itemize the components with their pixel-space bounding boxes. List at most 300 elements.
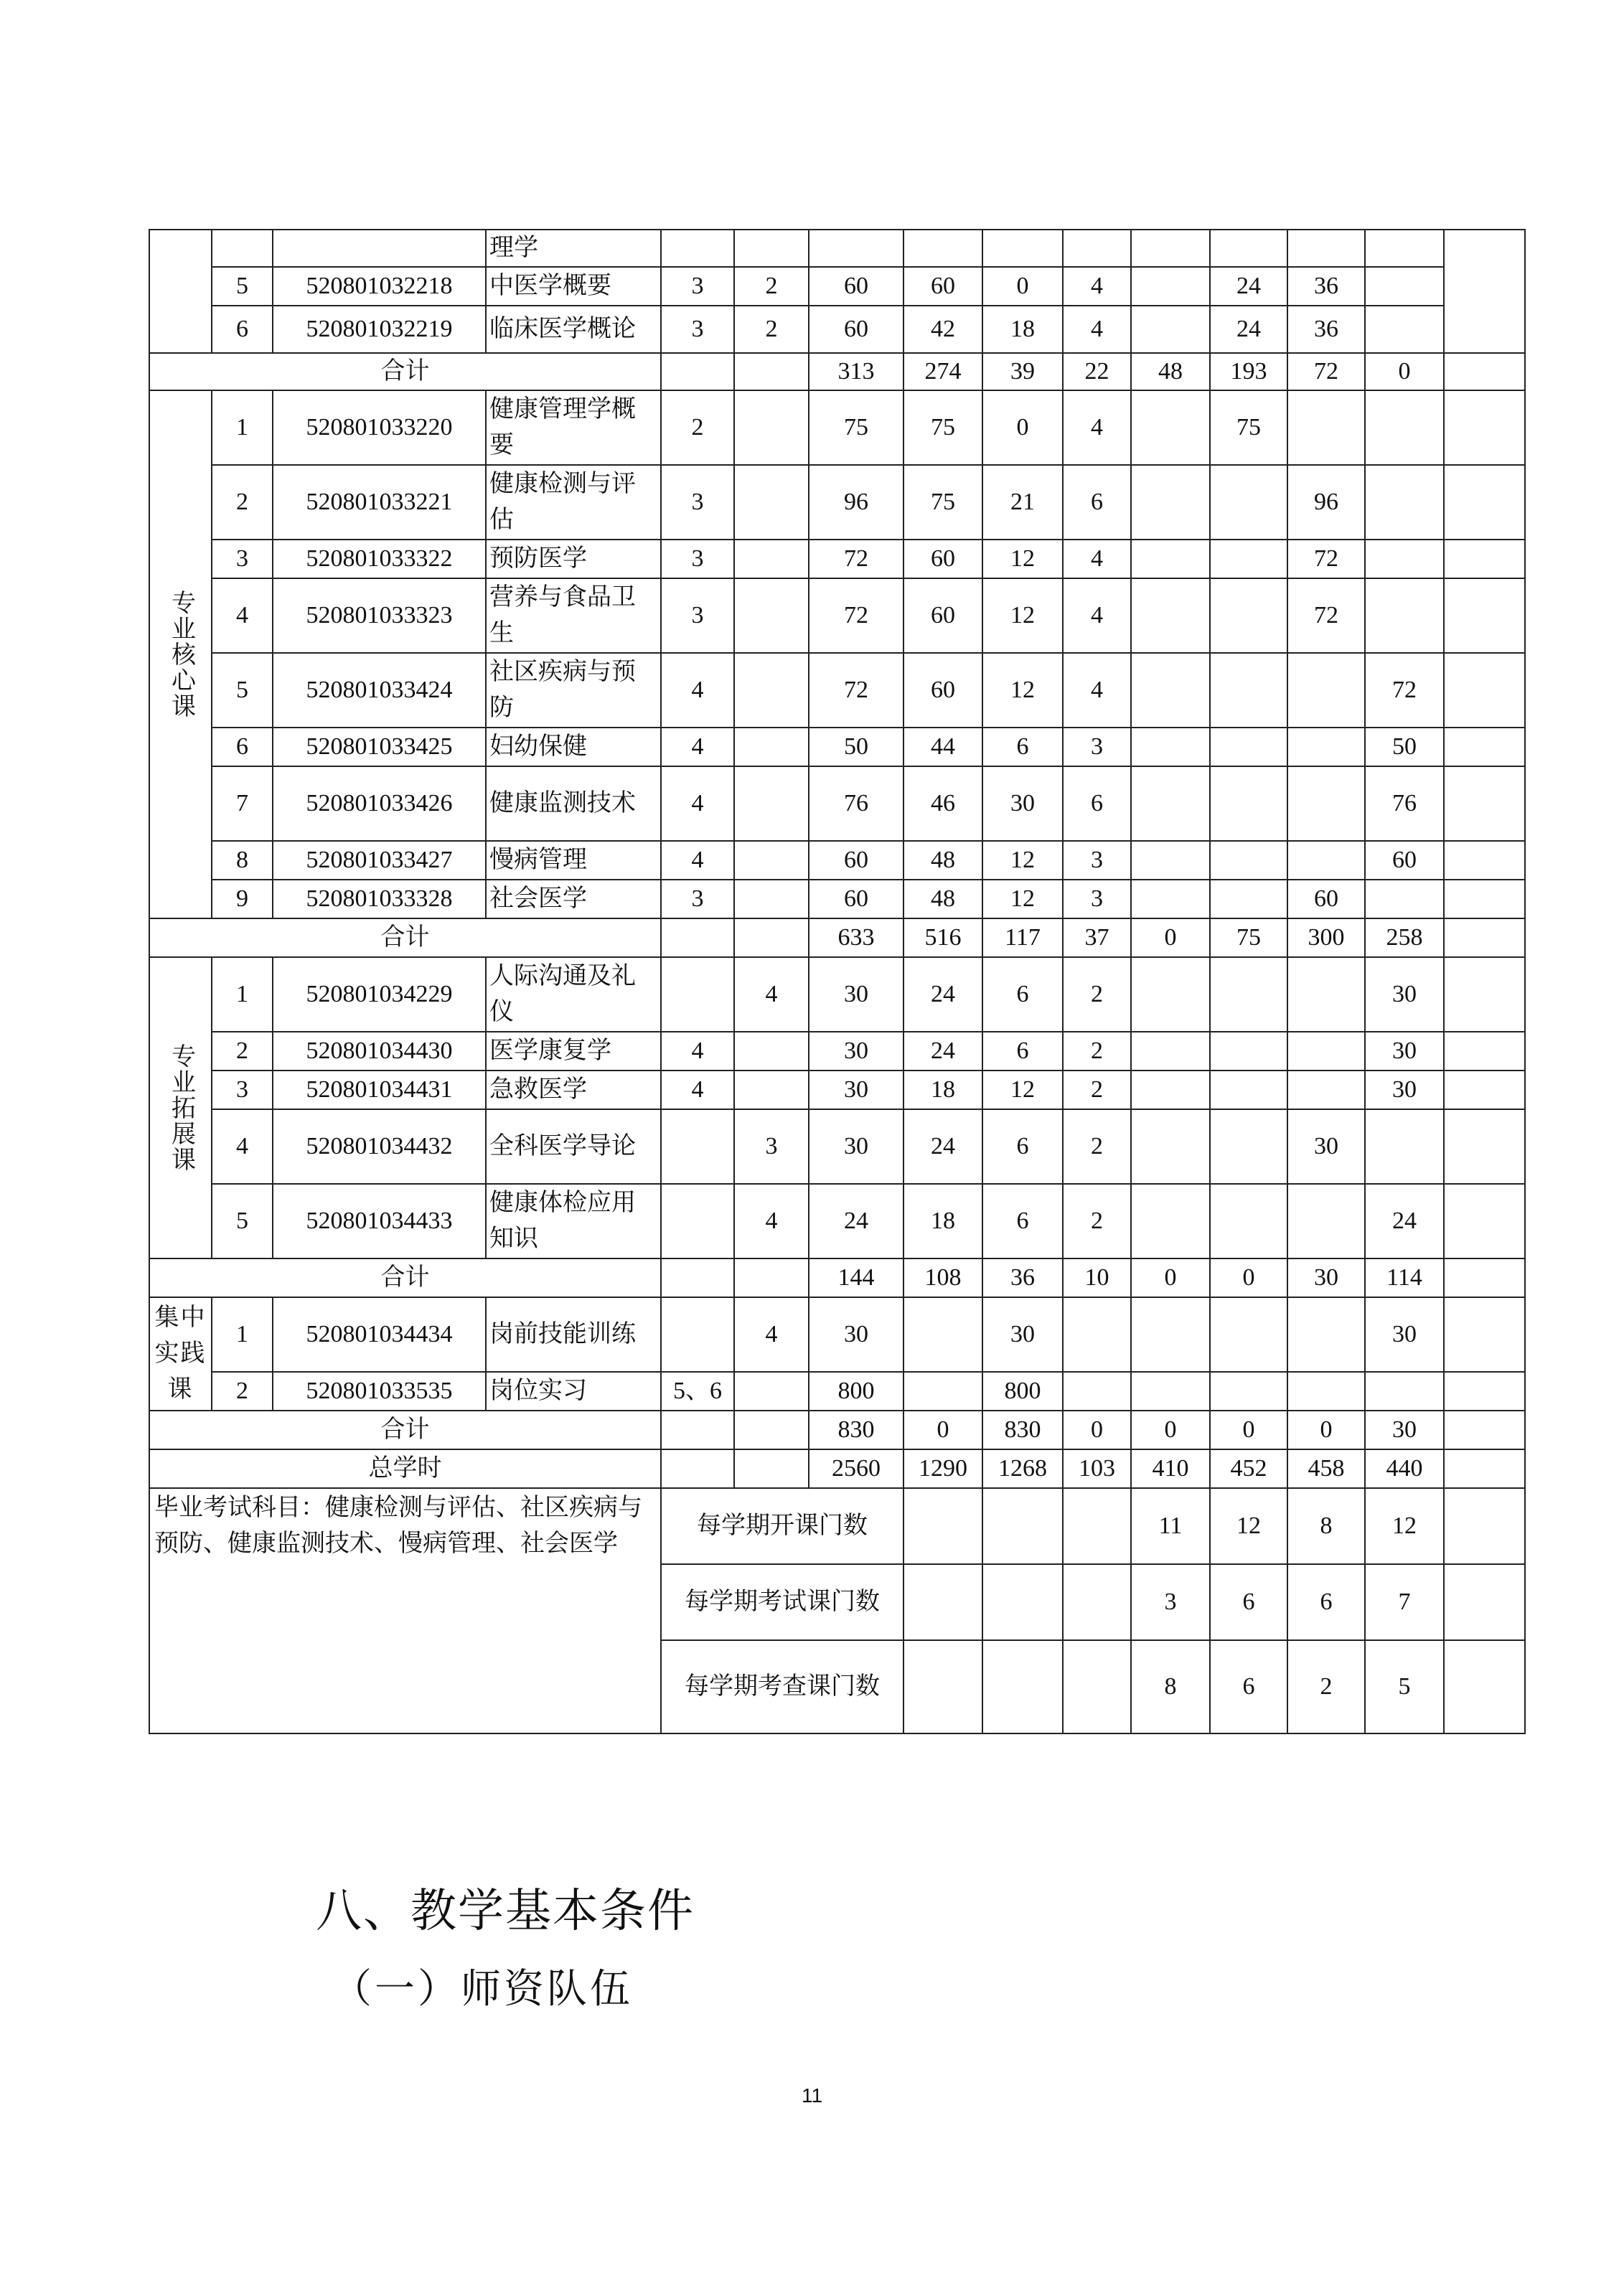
practice-hours: 12: [982, 1071, 1063, 1109]
blank-cell: [1444, 918, 1525, 957]
subtotal-term3-hours: 0: [1131, 918, 1210, 957]
blank-cell: [1444, 1488, 1525, 1564]
theory-hours: [903, 1488, 982, 1564]
exam-term: 4: [661, 653, 734, 728]
exam-term: 3: [661, 578, 734, 653]
blank-cell: [1444, 841, 1525, 880]
theory-hours: 42: [903, 306, 982, 353]
practice-hours: [982, 230, 1063, 267]
course-name: 理学: [486, 230, 661, 267]
exam-term: 5、6: [661, 1372, 734, 1411]
check-term: [734, 728, 809, 766]
category-label: 集中实践课: [149, 1297, 212, 1411]
term4-hours: [1210, 1032, 1287, 1071]
theory-hours: [903, 1564, 982, 1640]
exam-term: 4: [661, 1032, 734, 1071]
subtotal-term6-hours: 30: [1365, 1411, 1444, 1449]
blank-cell: [1444, 766, 1525, 841]
practice-hours: 30: [982, 1297, 1063, 1372]
subtotal-term5-hours: 0: [1287, 1411, 1365, 1449]
total-hours: [809, 230, 903, 267]
term4-hours: [1210, 880, 1287, 918]
table-row: [149, 230, 1525, 267]
subtotal-term4-hours: 0: [1210, 1258, 1287, 1297]
term5-hours: 72: [1287, 540, 1365, 578]
term3-hours: [1131, 1032, 1210, 1071]
subtotal-credit: 37: [1063, 918, 1131, 957]
course-no: 8: [212, 841, 273, 880]
course-plan-table: [149, 229, 1526, 1734]
graduation-exam-subjects: 毕业考试科目：健康检测与评估、社区疾病与预防、健康监测技术、慢病管理、社会医学: [149, 1488, 661, 1733]
exam-term: 3: [661, 267, 734, 306]
table-row: [149, 390, 1525, 465]
summary-term5-hours: 6: [1287, 1564, 1365, 1640]
term4-hours: [1210, 578, 1287, 653]
term6-hours: 30: [1365, 1297, 1444, 1372]
course-code: 520801033425: [273, 728, 486, 766]
blank-cell: [1444, 1372, 1525, 1411]
practice-hours: 18: [982, 306, 1063, 353]
exam-term: [661, 1411, 734, 1449]
summary-term4-hours: 6: [1210, 1564, 1287, 1640]
term5-hours: [1287, 390, 1365, 465]
subtotal-term5-hours: 72: [1287, 353, 1365, 390]
check-term: 3: [734, 1109, 809, 1184]
course-name: 健康监测技术: [486, 766, 661, 841]
blank-cell: [1444, 1564, 1525, 1640]
check-term: [734, 1411, 809, 1449]
practice-hours: 21: [982, 465, 1063, 540]
practice-hours: 6: [982, 1109, 1063, 1184]
table-row: [149, 1071, 1525, 1109]
course-code: 520801033427: [273, 841, 486, 880]
term5-hours: 96: [1287, 465, 1365, 540]
subtotal-practice-hours: 39: [982, 353, 1063, 390]
theory-hours: 75: [903, 465, 982, 540]
course-code: 520801032219: [273, 306, 486, 353]
practice-hours: 30: [982, 766, 1063, 841]
term3-hours: [1131, 841, 1210, 880]
term4-hours: [1210, 230, 1287, 267]
grand-total-row: [149, 1449, 1525, 1488]
total-hours: 30: [809, 957, 903, 1032]
exam-term: [661, 1449, 734, 1488]
credit: 2: [1063, 957, 1131, 1032]
check-term: 4: [734, 957, 809, 1032]
check-term: 2: [734, 267, 809, 306]
term5-hours: [1287, 728, 1365, 766]
term5-hours: [1287, 1071, 1365, 1109]
subtotal-label: 合计: [149, 353, 661, 390]
term5-hours: [1287, 766, 1365, 841]
summary-term4-hours: 6: [1210, 1640, 1287, 1733]
credit: 4: [1063, 540, 1131, 578]
term6-hours: [1365, 306, 1444, 353]
term3-hours: [1131, 1071, 1210, 1109]
blank-cell: [1444, 957, 1525, 1032]
table-row: [149, 957, 1525, 1032]
practice-hours: 12: [982, 880, 1063, 918]
blank-cell: [1444, 1640, 1525, 1733]
credit: [1063, 1488, 1131, 1564]
total-hours: 24: [809, 1184, 903, 1258]
blank-cell: [1444, 1032, 1525, 1071]
summary-label: 每学期开课门数: [661, 1488, 903, 1564]
subtotal-term6-hours: 0: [1365, 353, 1444, 390]
theory-hours: 24: [903, 1032, 982, 1071]
credit: 4: [1063, 653, 1131, 728]
credit: 3: [1063, 841, 1131, 880]
term6-hours: 30: [1365, 957, 1444, 1032]
term6-hours: 76: [1365, 766, 1444, 841]
theory-hours: 46: [903, 766, 982, 841]
term6-hours: 30: [1365, 1071, 1444, 1109]
subtotal-term4-hours: 452: [1210, 1449, 1287, 1488]
theory-hours: [903, 230, 982, 267]
total-hours: 60: [809, 880, 903, 918]
total-hours: 72: [809, 540, 903, 578]
summary-term6-hours: 7: [1365, 1564, 1444, 1640]
theory-hours: [903, 1297, 982, 1372]
term4-hours: [1210, 841, 1287, 880]
summary-term3-hours: 8: [1131, 1640, 1210, 1733]
section-heading: 八、教学基本条件: [316, 1885, 695, 1938]
check-term: [734, 841, 809, 880]
blank-cell: [1444, 728, 1525, 766]
course-code: 520801033322: [273, 540, 486, 578]
course-name: 预防医学: [486, 540, 661, 578]
subtotal-credit: 103: [1063, 1449, 1131, 1488]
course-no: 2: [212, 1032, 273, 1071]
blank-cell: [1444, 578, 1525, 653]
theory-hours: 75: [903, 390, 982, 465]
course-code: 520801033424: [273, 653, 486, 728]
exam-term: [661, 1297, 734, 1372]
blank-cell: [1444, 1184, 1525, 1258]
summary-row: [149, 1488, 1525, 1564]
category-cell: [149, 230, 212, 353]
subtotal-term4-hours: 0: [1210, 1411, 1287, 1449]
term6-hours: [1365, 1372, 1444, 1411]
subtotal-theory-hours: 108: [903, 1258, 982, 1297]
practice-hours: 12: [982, 540, 1063, 578]
theory-hours: 18: [903, 1184, 982, 1258]
table-row: [149, 841, 1525, 880]
subtotal-row: [149, 1258, 1525, 1297]
check-term: [734, 230, 809, 267]
subtotal-term4-hours: 193: [1210, 353, 1287, 390]
practice-hours: [982, 1640, 1063, 1733]
subtotal-term3-hours: 48: [1131, 353, 1210, 390]
table-row: [149, 766, 1525, 841]
subtotal-term6-hours: 258: [1365, 918, 1444, 957]
subtotal-label: 合计: [149, 918, 661, 957]
table-row: [149, 540, 1525, 578]
exam-term: [661, 1258, 734, 1297]
practice-hours: 0: [982, 267, 1063, 306]
course-no: 1: [212, 957, 273, 1032]
check-term: [734, 578, 809, 653]
subtotal-term3-hours: 410: [1131, 1449, 1210, 1488]
course-no: 5: [212, 267, 273, 306]
summary-term3-hours: 3: [1131, 1564, 1210, 1640]
term3-hours: [1131, 390, 1210, 465]
theory-hours: [903, 1372, 982, 1411]
total-hours: 50: [809, 728, 903, 766]
total-hours: 30: [809, 1297, 903, 1372]
course-code: 520801034433: [273, 1184, 486, 1258]
blank-column: [1444, 230, 1525, 353]
term6-hours: [1365, 578, 1444, 653]
theory-hours: 60: [903, 267, 982, 306]
term4-hours: [1210, 1071, 1287, 1109]
credit: [1063, 1297, 1131, 1372]
course-name: 社区疾病与预防: [486, 653, 661, 728]
summary-term5-hours: 2: [1287, 1640, 1365, 1733]
subtotal-total-hours: 2560: [809, 1449, 903, 1488]
table-row: [149, 1184, 1525, 1258]
course-code: 520801033221: [273, 465, 486, 540]
course-code: 520801034432: [273, 1109, 486, 1184]
exam-term: [661, 230, 734, 267]
course-name: 健康体检应用知识: [486, 1184, 661, 1258]
check-term: [734, 653, 809, 728]
subtotal-theory-hours: 274: [903, 353, 982, 390]
course-name: 健康检测与评估: [486, 465, 661, 540]
term6-hours: 72: [1365, 653, 1444, 728]
term3-hours: [1131, 540, 1210, 578]
table-row: [149, 653, 1525, 728]
term4-hours: [1210, 1372, 1287, 1411]
term3-hours: [1131, 578, 1210, 653]
practice-hours: 6: [982, 957, 1063, 1032]
subtotal-label: 合计: [149, 1258, 661, 1297]
credit: 3: [1063, 728, 1131, 766]
course-code: 520801034431: [273, 1071, 486, 1109]
blank-cell: [1444, 1109, 1525, 1184]
exam-term: [661, 1184, 734, 1258]
table-row: [149, 306, 1525, 353]
check-term: [734, 1372, 809, 1411]
check-term: [734, 353, 809, 390]
practice-hours: 12: [982, 653, 1063, 728]
practice-hours: 12: [982, 841, 1063, 880]
term6-hours: [1365, 230, 1444, 267]
term3-hours: [1131, 653, 1210, 728]
blank-cell: [1444, 390, 1525, 465]
credit: 6: [1063, 465, 1131, 540]
term3-hours: [1131, 465, 1210, 540]
course-code: 520801034430: [273, 1032, 486, 1071]
course-no: 4: [212, 1109, 273, 1184]
blank-cell: [1444, 653, 1525, 728]
course-no: 1: [212, 1297, 273, 1372]
subtotal-term5-hours: 300: [1287, 918, 1365, 957]
course-code: 520801034434: [273, 1297, 486, 1372]
practice-hours: 6: [982, 1032, 1063, 1071]
subtotal-credit: 0: [1063, 1411, 1131, 1449]
practice-hours: 6: [982, 728, 1063, 766]
exam-term: 3: [661, 540, 734, 578]
subtotal-practice-hours: 117: [982, 918, 1063, 957]
total-hours: 800: [809, 1372, 903, 1411]
course-name: 慢病管理: [486, 841, 661, 880]
subtotal-term4-hours: 75: [1210, 918, 1287, 957]
total-hours: 30: [809, 1071, 903, 1109]
subtotal-total-hours: 313: [809, 353, 903, 390]
term4-hours: [1210, 540, 1287, 578]
term5-hours: [1287, 1032, 1365, 1071]
term6-hours: [1365, 390, 1444, 465]
table-row: [149, 1297, 1525, 1372]
blank-cell: [1444, 1449, 1525, 1488]
total-hours: 76: [809, 766, 903, 841]
blank-cell: [1444, 465, 1525, 540]
check-term: [734, 918, 809, 957]
summary-term5-hours: 8: [1287, 1488, 1365, 1564]
subtotal-practice-hours: 830: [982, 1411, 1063, 1449]
credit: 4: [1063, 267, 1131, 306]
practice-hours: [982, 1488, 1063, 1564]
total-hours: 60: [809, 306, 903, 353]
credit: [1063, 1372, 1131, 1411]
credit: 4: [1063, 306, 1131, 353]
course-no: 3: [212, 540, 273, 578]
subtotal-practice-hours: 36: [982, 1258, 1063, 1297]
exam-term: [661, 1109, 734, 1184]
course-name: 妇幼保健: [486, 728, 661, 766]
category-label: 专业拓展课: [149, 957, 212, 1258]
term5-hours: [1287, 841, 1365, 880]
subtotal-theory-hours: 0: [903, 1411, 982, 1449]
term3-hours: [1131, 766, 1210, 841]
term4-hours: 24: [1210, 267, 1287, 306]
subtotal-term5-hours: 30: [1287, 1258, 1365, 1297]
credit: 2: [1063, 1184, 1131, 1258]
term4-hours: [1210, 465, 1287, 540]
term5-hours: 30: [1287, 1109, 1365, 1184]
summary-term6-hours: 12: [1365, 1488, 1444, 1564]
course-code: 520801032218: [273, 267, 486, 306]
credit: 4: [1063, 578, 1131, 653]
page-number: 11: [801, 2084, 823, 2107]
course-name: 临床医学概论: [486, 306, 661, 353]
term4-hours: [1210, 766, 1287, 841]
course-name: 营养与食品卫生: [486, 578, 661, 653]
summary-term4-hours: 12: [1210, 1488, 1287, 1564]
theory-hours: 48: [903, 841, 982, 880]
course-no: 6: [212, 728, 273, 766]
course-no: 6: [212, 306, 273, 353]
subsection-heading: （一）师资队伍: [332, 1966, 633, 2013]
term4-hours: [1210, 1297, 1287, 1372]
subtotal-row: [149, 1411, 1525, 1449]
credit: 3: [1063, 880, 1131, 918]
term3-hours: [1131, 1109, 1210, 1184]
subtotal-total-hours: 830: [809, 1411, 903, 1449]
subtotal-total-hours: 633: [809, 918, 903, 957]
summary-label: 每学期考查课门数: [661, 1640, 903, 1733]
total-hours: 60: [809, 841, 903, 880]
check-term: 4: [734, 1184, 809, 1258]
term4-hours: [1210, 653, 1287, 728]
exam-term: 3: [661, 306, 734, 353]
term3-hours: [1131, 1372, 1210, 1411]
course-no: [212, 230, 273, 267]
subtotal-label: 合计: [149, 1411, 661, 1449]
subtotal-term6-hours: 440: [1365, 1449, 1444, 1488]
theory-hours: 60: [903, 540, 982, 578]
exam-term: 3: [661, 880, 734, 918]
credit: [1063, 230, 1131, 267]
course-name: 全科医学导论: [486, 1109, 661, 1184]
blank-cell: [1444, 353, 1525, 390]
term3-hours: [1131, 306, 1210, 353]
check-term: [734, 465, 809, 540]
blank-cell: [1444, 1258, 1525, 1297]
theory-hours: 24: [903, 957, 982, 1032]
exam-term: 2: [661, 390, 734, 465]
subtotal-label: 总学时: [149, 1449, 661, 1488]
term3-hours: [1131, 728, 1210, 766]
term3-hours: [1131, 1184, 1210, 1258]
term5-hours: [1287, 957, 1365, 1032]
term4-hours: [1210, 957, 1287, 1032]
theory-hours: 60: [903, 653, 982, 728]
term6-hours: [1365, 1109, 1444, 1184]
total-hours: 72: [809, 653, 903, 728]
blank-cell: [1444, 1411, 1525, 1449]
total-hours: 96: [809, 465, 903, 540]
exam-term: [661, 918, 734, 957]
check-term: [734, 390, 809, 465]
table-row: [149, 1109, 1525, 1184]
course-code: [273, 230, 486, 267]
term5-hours: [1287, 1297, 1365, 1372]
exam-term: 4: [661, 728, 734, 766]
blank-cell: [1444, 1297, 1525, 1372]
credit: 2: [1063, 1032, 1131, 1071]
check-term: 2: [734, 306, 809, 353]
blank-cell: [1444, 880, 1525, 918]
total-hours: 72: [809, 578, 903, 653]
course-plan-table-wrapper: [149, 229, 1526, 1734]
table-row: [149, 880, 1525, 918]
term3-hours: [1131, 1297, 1210, 1372]
check-term: [734, 1449, 809, 1488]
subtotal-row: [149, 918, 1525, 957]
practice-hours: [982, 1564, 1063, 1640]
check-term: [734, 880, 809, 918]
practice-hours: 800: [982, 1372, 1063, 1411]
exam-term: 4: [661, 1071, 734, 1109]
term6-hours: [1365, 880, 1444, 918]
course-code: 520801034229: [273, 957, 486, 1032]
theory-hours: 18: [903, 1071, 982, 1109]
exam-term: [661, 957, 734, 1032]
term4-hours: [1210, 728, 1287, 766]
summary-label: 每学期考试课门数: [661, 1564, 903, 1640]
practice-hours: 6: [982, 1184, 1063, 1258]
summary-term3-hours: 11: [1131, 1488, 1210, 1564]
theory-hours: 44: [903, 728, 982, 766]
exam-term: 4: [661, 841, 734, 880]
term6-hours: [1365, 267, 1444, 306]
subtotal-term3-hours: 0: [1131, 1258, 1210, 1297]
term6-hours: [1365, 465, 1444, 540]
course-no: 3: [212, 1071, 273, 1109]
theory-hours: 24: [903, 1109, 982, 1184]
